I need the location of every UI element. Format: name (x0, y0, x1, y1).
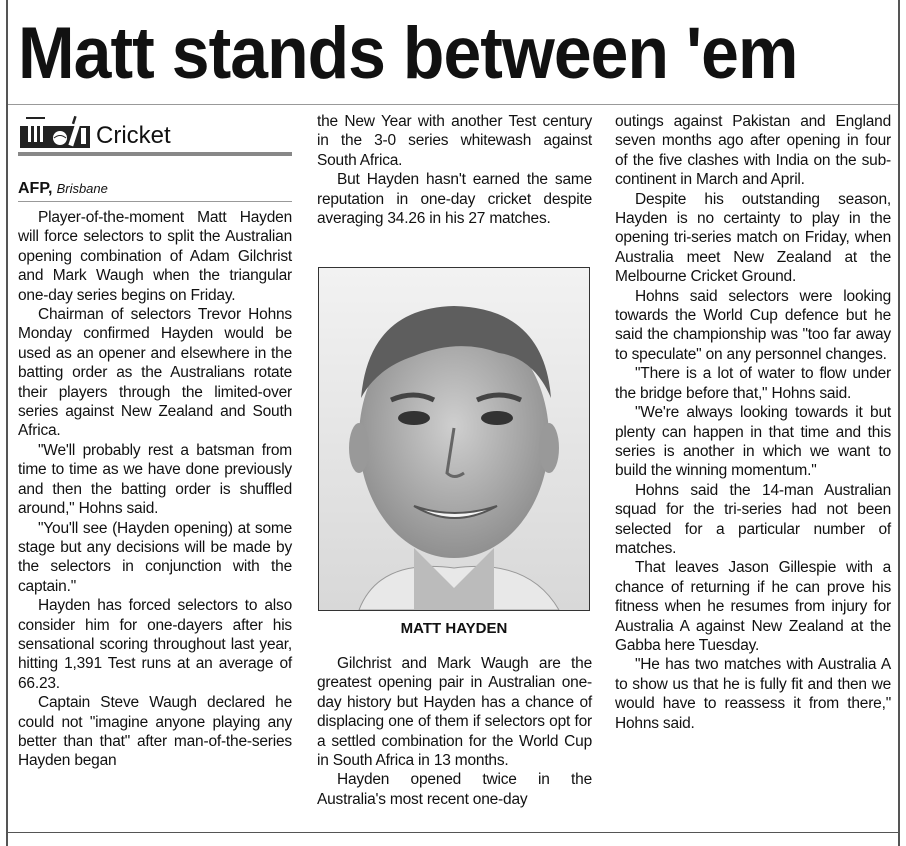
paragraph: Player-of-the-moment Matt Hayden will force selectors to split the Australian opening combination of Adam Gilchrist and Mark Waugh when the triangular one-day series begins on Friday. (18, 209, 292, 304)
column-3 (615, 112, 891, 733)
paragraph: "We're always looking towards it but plenty can happen in that time and this series is another in which we want to build the winning momentum." (615, 404, 891, 480)
photo-caption: MATT HAYDEN (400, 620, 508, 637)
paragraph: Chairman of selectors Trevor Hohns Monday confirmed Hayden would be used as an opener and elsewhere in the batting order as the Australians rotate their players through the limited-over series against New Zealand and South Africa. (18, 306, 292, 440)
byline (18, 180, 108, 198)
paragraph: "There is a lot of water to flow under the bridge before that," Hohns said. (615, 365, 891, 402)
column-2-top (317, 112, 592, 228)
paragraph: the New Year with another Test century in the 3-0 series whitewash against South Africa. (317, 113, 592, 169)
left-border (6, 0, 8, 846)
paragraph: But Hayden hasn't earned the same reputation in one-day cricket despite averaging 34.26 in his 27 matches. (317, 171, 592, 228)
paragraph: Gilchrist and Mark Waugh are the greatest opening pair in Australian one-day history but Hayden has a chance of displacing one of them if selectors opt for a settled combination for the World Cup in South Africa in 13 months. (317, 655, 592, 770)
paragraph: Despite his outstanding season, Hayden is no certainty to play in the opening tri-series match on Friday, when Australia meet New Zealand at the Melbourne Cricket Ground. (615, 190, 891, 286)
byline-rule (18, 201, 292, 202)
headline: Matt stands between 'em (18, 13, 798, 94)
column-1 (18, 208, 292, 771)
paragraph: "We'll probably rest a batsman from time to time as we have done previously and then the batting order is shuffled around," Hohns said. (18, 441, 292, 518)
byline-agency: AFP, (18, 180, 53, 197)
portrait-photo-icon (319, 268, 589, 610)
section-rule (18, 152, 292, 156)
section-tag (18, 114, 292, 156)
portrait-photo (318, 267, 590, 611)
paragraph: "He has two matches with Australia A to show us that he is fully fit and then we would have to reassess it from there," Hohns said. (615, 656, 891, 732)
column-2-bottom (317, 654, 592, 809)
headline-rule (8, 104, 898, 105)
paragraph: Captain Steve Waugh declared he could not "imagine anyone playing any better than that" after man-of-the-series Hayden began (18, 694, 292, 770)
section-label: Cricket (96, 122, 171, 149)
paragraph: Hayden opened twice in the Australia's most recent one-day (317, 771, 592, 808)
bottom-rule (6, 832, 900, 833)
byline-place: Brisbane (56, 181, 108, 196)
paragraph: "You'll see (Hayden opening) at some stage but any decisions will be made by the selectors in conjunction with the captain." (18, 519, 292, 595)
paragraph: Hayden has forced selectors to also consider him for one-dayers after his sensational scoring throughout last year, hitting 1,391 Test runs at an average of 66.23. (18, 597, 292, 692)
cricket-icon (18, 114, 92, 150)
right-border (898, 0, 900, 846)
paragraph: Hohns said the 14-man Australian squad for the tri-series had not been selected for a particular number of matches. (615, 481, 891, 557)
paragraph: Hohns said selectors were looking towards the World Cup defence but he said the championship was "too far away to speculate" on any personnel changes. (615, 287, 891, 363)
paragraph: That leaves Jason Gillespie with a chance of returning if he can prove his fitness when he resumes from injury for Australia A against New Zealand at the Gabba here Tuesday. (615, 559, 891, 654)
paragraph: outings against Pakistan and England seven months ago after opening in four of the five clashes with India on the sub-continent in March and April. (615, 113, 891, 189)
